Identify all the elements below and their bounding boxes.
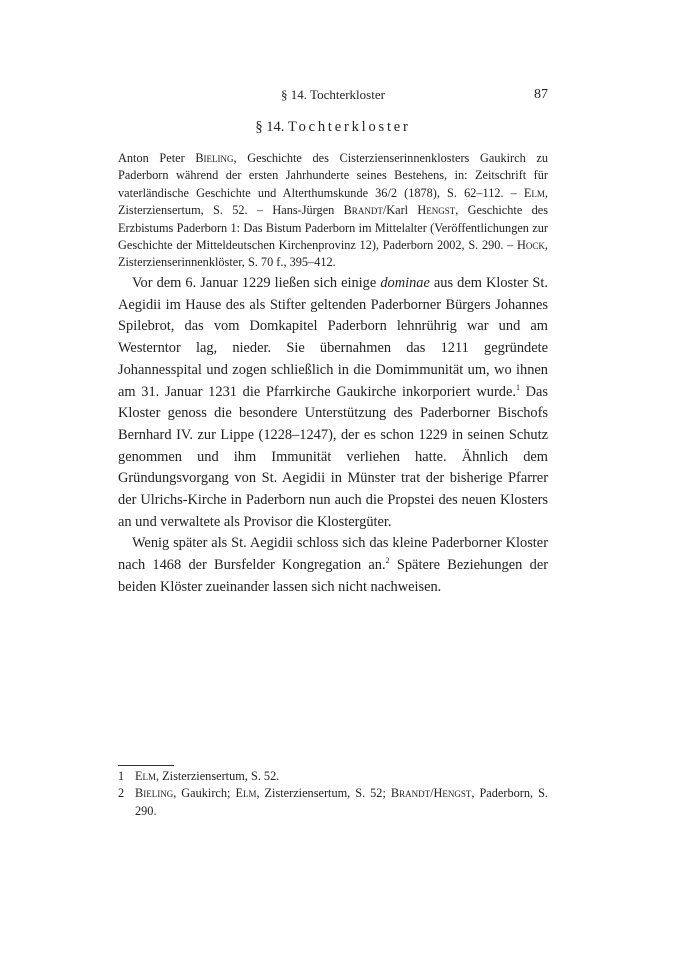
author-name: Hengst (417, 203, 456, 218)
author-name: Brandt/Hengst (390, 786, 472, 801)
footnote-divider (118, 765, 174, 766)
footnote (118, 785, 548, 820)
paragraph-text: aus dem Kloster St. Aegidii im Hause des als Stifter geltenden Paderborner Bürgers Johannes Spilebrot, das vom Domkapitel Paderborn lehnrührig war und am Westerntor lag, nieder. Sie übernahmen das 1211 gegründete Johannesspital und zogen schließlich in die Domimmunität um, wo ihnen am 31. Januar 1231 die Pfarrkirche Gaukirche inkorporiert wurde. (118, 275, 548, 400)
bib-text: , Zisterziensertum, S. 52. – Hans-Jürgen (118, 185, 548, 218)
footnote-text: , Gaukirch; (173, 786, 236, 801)
footnotes (118, 768, 548, 820)
paragraph (118, 273, 548, 533)
footnote-text: , Zisterziensertum, S. 52. (156, 769, 280, 783)
running-head (118, 86, 548, 104)
author-name: Brandt (343, 203, 383, 218)
running-title: § 14. Tochterkloster (281, 87, 385, 102)
paragraph-text: Vor dem 6. Januar 1229 ließen sich einige (132, 275, 381, 291)
paragraph-text: Spätere Beziehungen der beiden Klöster zueinander lassen sich nicht nachweisen. (118, 557, 548, 595)
bib-text: /Karl (382, 203, 418, 218)
bib-text: Anton Peter (118, 151, 196, 165)
paragraph-text: Wenig später als St. Aegidii schloss sich das kleine Paderborner Kloster nach 1468 der Bursfelder Kongregation an. (118, 535, 548, 574)
footnote-number: 2 (118, 786, 125, 801)
bib-text: , Geschichte des Erzbistums Paderborn 1: Das Bistum Paderborn im Mittelalter (Veröffentlichungen zur Geschichte der Mitteldeutschen Kirchenprovinz 12), Paderborn 2002, S. 290. – (118, 203, 548, 253)
footnote-number: 1 (118, 769, 125, 783)
paragraph-text: Das Kloster genoss die besondere Unterstützung des Paderborner Bischofs Bernhard IV. zur Lippe (1228–1247), der es schon 1229 in seinen Schutz genommen und ihm Immunität verliehen hatte. Ähnlich dem Gründungsvorgang von St. Aegidii in Münster trat der bisherige Pfarrer der Ulrichs-Kirche in Paderborn nun auch die Propstei des neuen Klosters an und verwaltete als Provisor die Klostergüter. (118, 383, 549, 530)
italic-term: dominae (380, 275, 430, 291)
author-name: Hock (517, 238, 545, 253)
section-number: § 14. (255, 119, 285, 135)
bib-text: , Zisterzienserinnenklöster, S. 70 f., 395–412. (118, 238, 548, 270)
section-title: Tochterkloster (287, 119, 411, 135)
section-heading (118, 117, 548, 137)
bibliography-text (118, 150, 548, 272)
footnote (118, 768, 548, 785)
paragraph (118, 533, 548, 598)
author-name: Elm (235, 786, 257, 801)
body-text (118, 273, 548, 599)
author-name: Bieling (195, 151, 234, 165)
footnote-marker[interactable]: 2 (385, 556, 390, 566)
bib-text: , Geschichte des Cisterzienserinnenklosters Gaukirch zu Paderborn während der ersten Jahrhunderte seines Bestehens, in: Zeitschrift für vaterländische Geschichte und Alterthumskunde 36/2 (1878), S. 62–112. – (118, 151, 548, 200)
footnote-text: , Zisterziensertum, S. 52; (256, 786, 391, 801)
author-name: Elm (523, 185, 545, 200)
footnote-marker[interactable]: 1 (515, 382, 520, 392)
bibliography-block (118, 150, 548, 272)
footnote-text: , Paderborn, S. 290. (135, 786, 548, 818)
author-name: Elm (135, 769, 157, 783)
author-name: Bieling (135, 786, 174, 801)
page-number: 87 (534, 87, 548, 102)
